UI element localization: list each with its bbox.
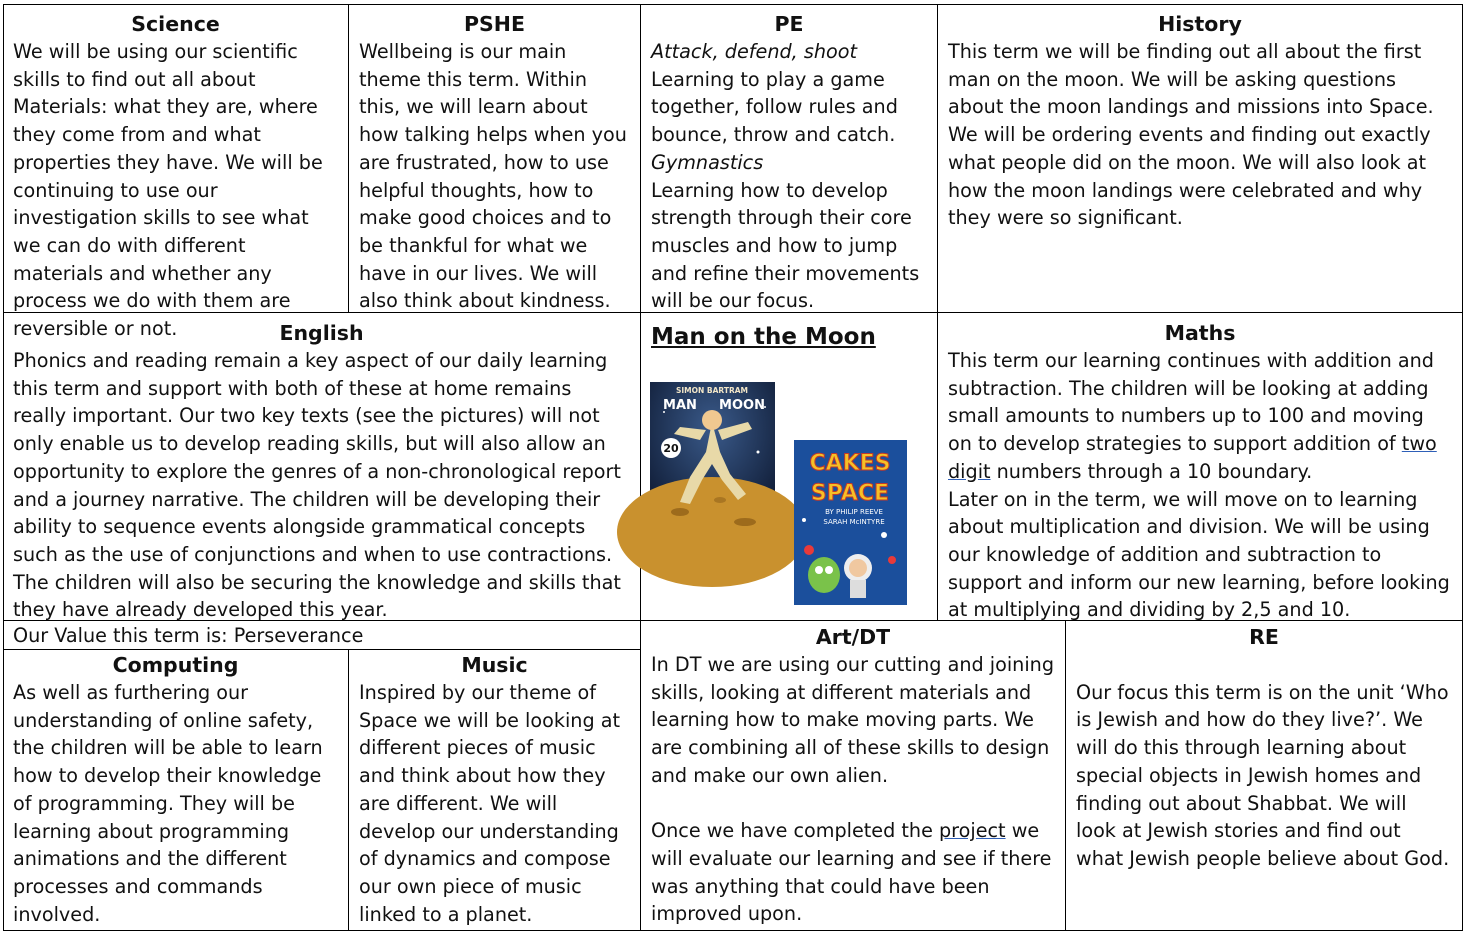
maths-heading: Maths: [1164, 321, 1236, 345]
artdt-cell: [641, 621, 1065, 930]
re-heading: RE: [1249, 625, 1279, 649]
maths-text-multiplication: Later on in the term, we will move on to learning about multiplication and division. We will be using our knowledge of addition and subtraction to support and inform our new learning, before looking at multiplying and dividing by 2,5 and 10.: [948, 487, 1450, 622]
pshe-heading: PSHE: [464, 12, 525, 36]
history-heading: History: [1158, 12, 1242, 36]
music-text: Inspired by our theme of Space we will be looking at different pieces of music and think about how they are different. We will develop our understanding of dynamics and compose our own piece of music linked to a planet.: [359, 681, 621, 926]
music-cell: [349, 650, 640, 930]
computing-heading: Computing: [112, 653, 239, 677]
re-cell: [1066, 621, 1462, 930]
book1-title-moon: MOON: [719, 398, 765, 413]
english-text: Phonics and reading remain a key aspect of our daily learning this term and support with both of these at home remains really important. Our two key texts (see the pictures) will not only enable us to develop reading skills, but will also allow an opportunity to explore the genres of a non-chronological report and a journey narrative. The children will be developing their ability to sequence events alongside grammatical concepts such as the use of conjunctions and when to use contractions. The children will also be securing the knowledge and skills that they have already developed this year.: [13, 349, 621, 622]
value-text: Our Value this term is: Perseverance: [13, 624, 364, 647]
artdt-heading: Art/DT: [815, 625, 891, 649]
book-cover-man-on-the-moon: [650, 382, 775, 536]
pe-cell: [641, 4, 937, 312]
book2-title-cakes: CAKES: [809, 451, 891, 476]
science-heading: Science: [131, 12, 220, 36]
artdt-text-1: In DT we are using our cutting and joining skills, looking at different materials and learning how to make moving parts. We are combining all of these skills to design and make our own alien.: [651, 653, 1055, 787]
history-cell: [938, 4, 1462, 312]
maths-text-part: This term our learning continues with addition and subtraction. The children will be looking at adding small amounts to numbers up to 100 and moving on to develop strategies to support addition of: [948, 349, 1434, 456]
science-text: We will be using our scientific skills to find out all about Materials: what they are, where they come from and what properties they have. We will be continuing to use our investigation skills to see what we can do with different materials and whether any process we do with them are reversible or not.: [13, 40, 323, 341]
pe-subheading-gymnastics: Gymnastics: [651, 150, 764, 174]
pe-text-games: Learning to play a game together, follow rules and bounce, throw and catch.: [651, 67, 898, 147]
pshe-text: Wellbeing is our main theme this term. Within this, we will learn about how talking helps when you are frustrated, how to use helpful thoughts, how to make good choices and to be thankful for what we have in our lives. We will also think about kindness.: [359, 40, 627, 313]
artdt-text-part: Once we have completed the: [651, 819, 939, 843]
book1-title-man: MAN: [663, 398, 697, 413]
english-cell: [3, 313, 640, 620]
artdt-text-underlined: project: [938, 819, 1006, 843]
topic-title: Man on the Moon: [651, 324, 876, 350]
pe-subheading-attack: Attack, defend, shoot: [651, 40, 858, 63]
re-text: Our focus this term is on the unit ‘Who is Jewish and how do they live?’. We will do this through learning about special objects in Jewish homes and finding out about Shabbat. We will look at Jewish stories and find out what Jewish people believe about God.: [1076, 680, 1450, 870]
computing-cell: [3, 650, 348, 930]
pshe-cell: [349, 4, 640, 312]
history-text: This term we will be finding out all about the first man on the moon. We will be asking questions about the moon landings and missions into Space. We will be ordering events and finding out exactly what people did on the moon. We will also look at how the moon landings were celebrated and why they were so significant.: [948, 40, 1434, 230]
artdt-text-part: we will evaluate our learning and see if there was anything that could have been improved upon.: [651, 819, 1052, 926]
maths-cell: [938, 313, 1462, 620]
artdt-text-2: [651, 817, 1055, 928]
english-heading: English: [279, 321, 364, 345]
maths-text-part: numbers through a 10 boundary.: [990, 459, 1313, 483]
value-cell: [3, 621, 640, 649]
book2-title-space: SPACE: [810, 481, 890, 506]
maths-text-addition: [948, 347, 1452, 486]
maths-text-underlined: two digit: [948, 432, 1437, 483]
book2-by: BY PHILIP REEVE: [825, 508, 883, 516]
book1-badge: 20: [663, 442, 679, 455]
book2-illustrator: SARAH McINTYRE: [823, 518, 885, 526]
computing-text: As well as furthering our understanding of online safety, the children will be able to learn how to develop their knowledge of programming. They will be learning about programming animations and the different processes and commands involved.: [13, 681, 323, 926]
border-bottom: [3, 930, 1463, 931]
pe-heading: PE: [774, 12, 804, 36]
book-cover-cakes-in-space: [794, 440, 907, 605]
pe-text-gymnastics: Learning how to develop strength through their core muscles and how to jump and refine their movements will be our focus.: [651, 178, 920, 313]
border-right: [1462, 4, 1463, 931]
music-heading: Music: [461, 653, 528, 677]
book1-author: SIMON BARTRAM: [675, 386, 749, 395]
